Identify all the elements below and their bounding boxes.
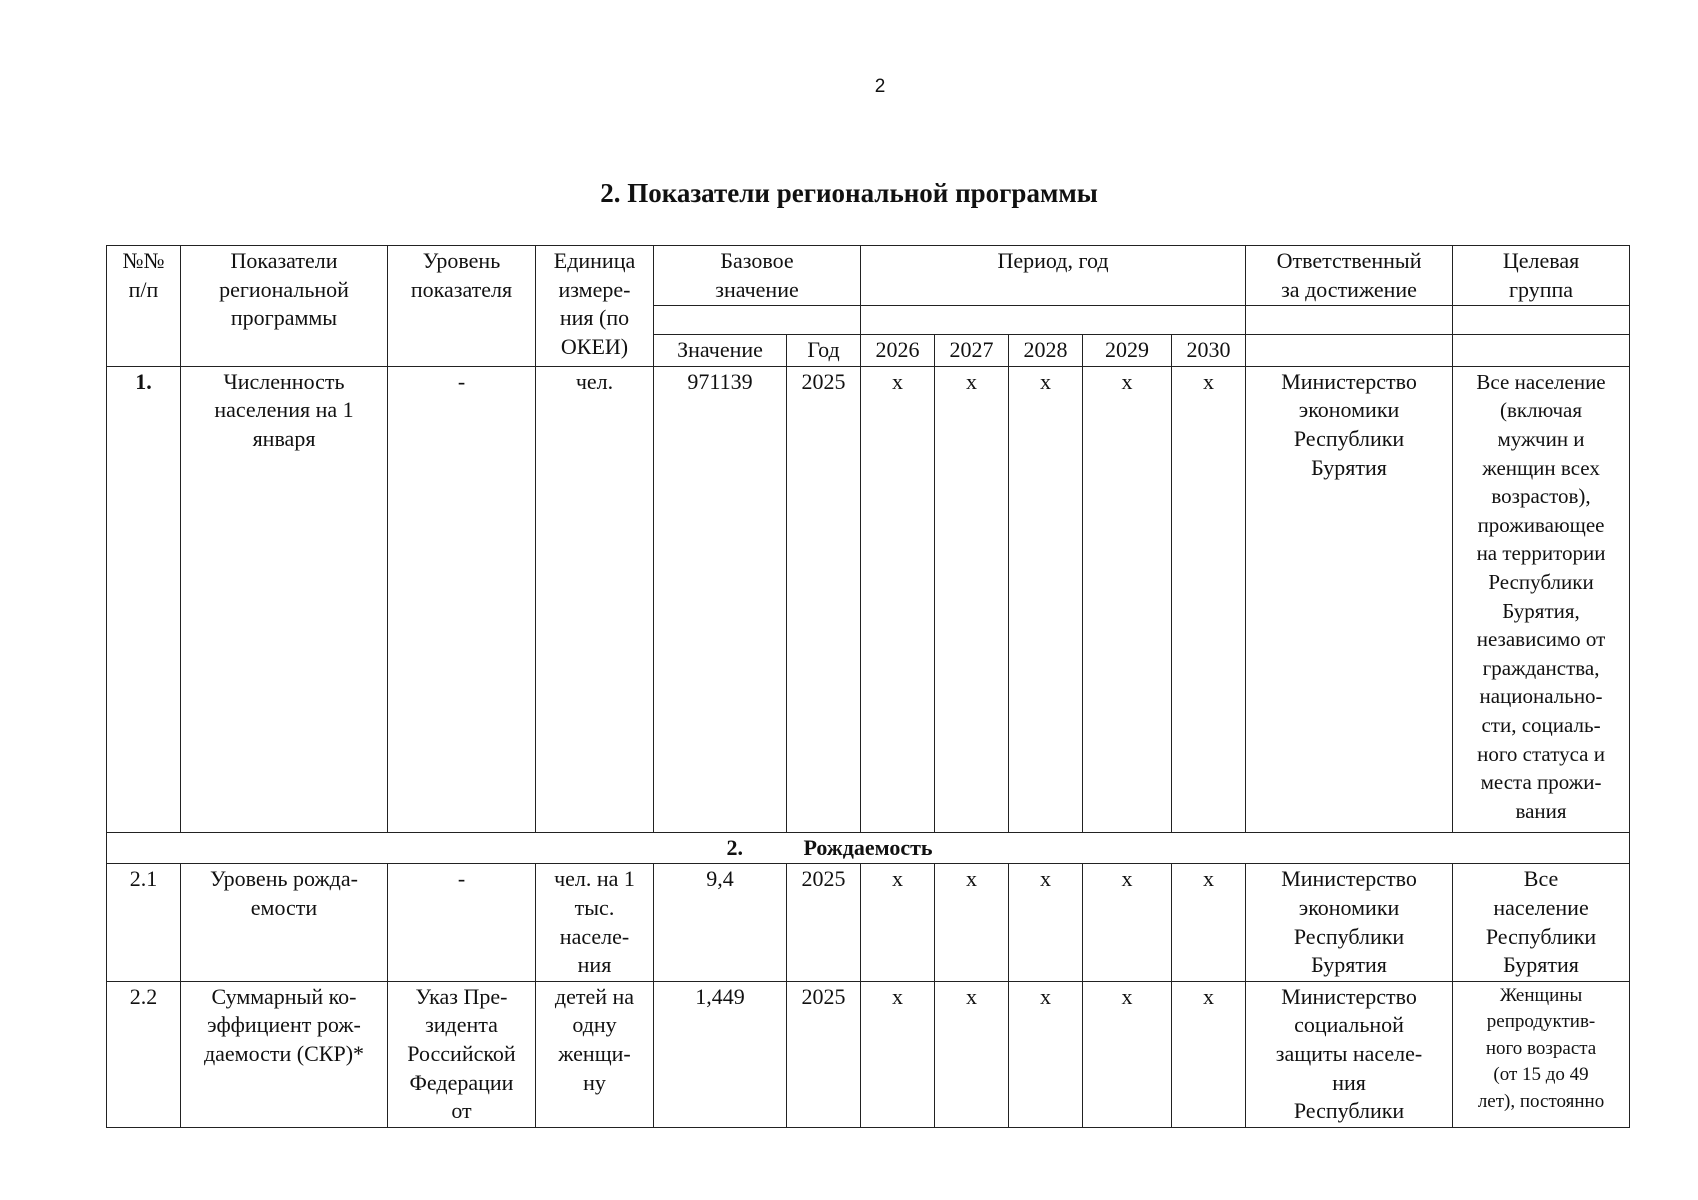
row-year-value: х: [1172, 366, 1246, 832]
header-num: №№ п/п: [107, 246, 181, 367]
row-year-value: х: [1009, 864, 1083, 981]
row-unit: чел. на 1 тыс. населе- ния: [536, 864, 654, 981]
row-indicator: Суммарный ко- эффициент рож- даемости (СКР)*: [181, 981, 388, 1127]
row-unit: чел.: [536, 366, 654, 832]
section-row: [107, 832, 1630, 864]
row-level: -: [388, 864, 536, 981]
header-level: Уровень показателя: [388, 246, 536, 367]
header-unit: Единица измере- ния (по ОКЕИ): [536, 246, 654, 367]
header-year: 2029: [1083, 335, 1172, 367]
header-year: 2028: [1009, 335, 1083, 367]
row-base-value: 9,4: [654, 864, 787, 981]
indicators-table: [106, 245, 1630, 1128]
row-responsible: Министерство экономики Республики Бурятия: [1246, 864, 1453, 981]
header-responsible: Ответственный за достижение: [1246, 246, 1453, 306]
row-level: -: [388, 366, 536, 832]
header-indicator: Показатели региональной программы: [181, 246, 388, 367]
header-spacer-cell: [1246, 306, 1453, 335]
section-header: [107, 832, 1630, 864]
header-year: 2026: [861, 335, 935, 367]
row-year-value: х: [1009, 366, 1083, 832]
row-year-value: х: [935, 864, 1009, 981]
row-year-value: х: [1083, 366, 1172, 832]
header-base-year: Год: [787, 335, 861, 367]
section-title: Рождаемость: [803, 834, 933, 860]
row-indicator: Численность населения на 1 января: [181, 366, 388, 832]
row-year-value: х: [935, 981, 1009, 1127]
row-base-value: 971139: [654, 366, 787, 832]
header-base: Базовое значение: [654, 246, 861, 306]
header-spacer-cell: [1246, 335, 1453, 367]
header-year: 2030: [1172, 335, 1246, 367]
row-level: Указ Пре- зидента Российской Федерации от: [388, 981, 536, 1127]
row-number: 2.2: [107, 981, 181, 1127]
row-base-year: 2025: [787, 366, 861, 832]
header-target: Целевая группа: [1453, 246, 1630, 306]
table-row: [107, 981, 1630, 1127]
header-spacer-cell: [1453, 335, 1630, 367]
row-responsible: Министерство социальной защиты населе- ния Республики: [1246, 981, 1453, 1127]
header-year: 2027: [935, 335, 1009, 367]
row-target-group: Все население Республики Бурятия: [1453, 864, 1630, 981]
row-base-value: 1,449: [654, 981, 787, 1127]
row-year-value: х: [861, 366, 935, 832]
row-year-value: х: [1009, 981, 1083, 1127]
row-year-value: х: [1172, 864, 1246, 981]
table-row: [107, 864, 1630, 981]
row-year-value: х: [1172, 981, 1246, 1127]
header-spacer-cell: [654, 306, 861, 335]
row-year-value: х: [861, 864, 935, 981]
section-number: 2.: [726, 834, 743, 860]
row-base-year: 2025: [787, 864, 861, 981]
page-title: 2. Показатели региональной программы: [600, 178, 1098, 208]
header-spacer-cell: [861, 306, 1246, 335]
row-year-value: х: [935, 366, 1009, 832]
row-responsible: Министерство экономики Республики Бурятия: [1246, 366, 1453, 832]
row-year-value: х: [1083, 981, 1172, 1127]
header-row: [107, 246, 1630, 306]
header-base-value: Значение: [654, 335, 787, 367]
table-row: [107, 366, 1630, 832]
row-year-value: х: [861, 981, 935, 1127]
row-target-group: Все население (включая мужчин и женщин всех возрастов), проживающее на территории Республики Бурятия, независимо от гражданства, национально- сти, социаль- ного статуса и места прожи- вания: [1453, 366, 1630, 832]
row-target-group: Женщины репродуктив- ного возраста (от 15 до 49 лет), постоянно: [1453, 981, 1630, 1127]
row-unit: детей на одну женщи- ну: [536, 981, 654, 1127]
row-number: 2.1: [107, 864, 181, 981]
row-year-value: х: [1083, 864, 1172, 981]
header-period: Период, год: [861, 246, 1246, 306]
row-indicator: Уровень рожда- емости: [181, 864, 388, 981]
header-spacer-cell: [1453, 306, 1630, 335]
page-number: 2: [874, 76, 886, 97]
row-number: 1.: [107, 366, 181, 832]
row-base-year: 2025: [787, 981, 861, 1127]
